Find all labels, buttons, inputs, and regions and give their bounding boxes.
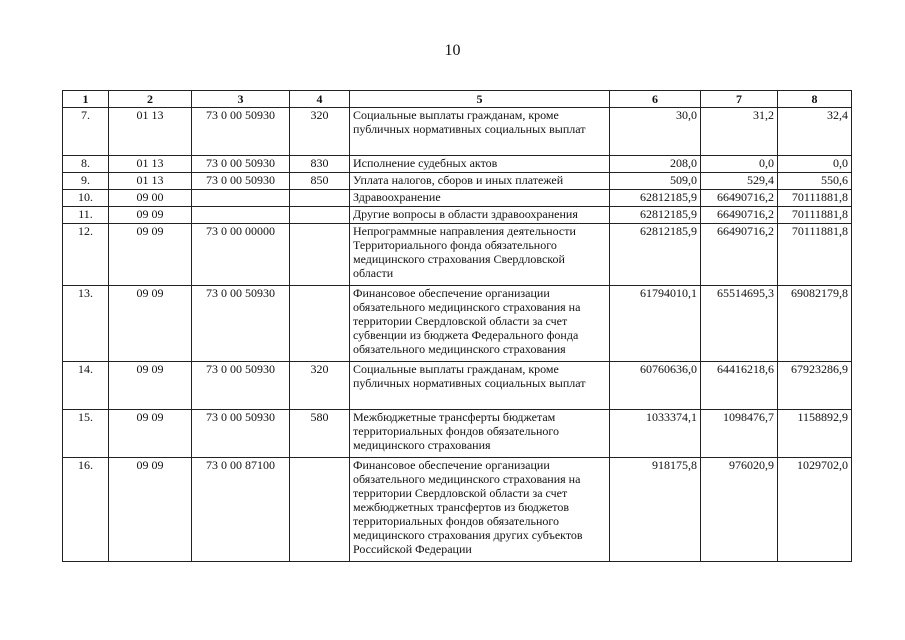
amount-col8: 0,0 — [778, 156, 852, 173]
amount-col6: 30,0 — [610, 108, 701, 156]
article-code: 73 0 00 50930 — [192, 156, 290, 173]
article-code: 73 0 00 87100 — [192, 458, 290, 562]
amount-col7: 65514695,3 — [701, 286, 778, 362]
item-name: Финансовое обеспечение организации обязательного медицинского страхования на территории Свердловской области за счет межбюджетных трансфертов из бюджетов территориальных фондов обязательного медицинского страхования других субъектов Российской Федерации — [350, 458, 610, 562]
item-name: Социальные выплаты гражданам, кроме публичных нормативных социальных выплат — [350, 362, 610, 410]
table-row — [63, 286, 852, 362]
amount-col7: 31,2 — [701, 108, 778, 156]
table-row — [63, 190, 852, 207]
article-code: 73 0 00 50930 — [192, 362, 290, 410]
amount-col8: 1158892,9 — [778, 410, 852, 458]
table-row — [63, 156, 852, 173]
section-code: 09 09 — [109, 362, 192, 410]
header-cell: 6 — [610, 91, 701, 108]
header-cell: 3 — [192, 91, 290, 108]
amount-col7: 0,0 — [701, 156, 778, 173]
section-code: 01 13 — [109, 156, 192, 173]
amount-col6: 1033374,1 — [610, 410, 701, 458]
article-code: 73 0 00 50930 — [192, 108, 290, 156]
amount-col6: 509,0 — [610, 173, 701, 190]
amount-col8: 67923286,9 — [778, 362, 852, 410]
item-name: Межбюджетные трансферты бюджетам территориальных фондов обязательного медицинского страхования — [350, 410, 610, 458]
budget-table — [62, 90, 852, 562]
section-code: 09 09 — [109, 207, 192, 224]
item-name: Социальные выплаты гражданам, кроме публичных нормативных социальных выплат — [350, 108, 610, 156]
item-name: Непрограммные направления деятельности Территориального фонда обязательного медицинского страхования Свердловской области — [350, 224, 610, 286]
header-cell: 7 — [701, 91, 778, 108]
row-number: 10. — [63, 190, 109, 207]
amount-col8: 550,6 — [778, 173, 852, 190]
amount-col7: 64416218,6 — [701, 362, 778, 410]
amount-col8: 70111881,8 — [778, 190, 852, 207]
expense-type-code: 850 — [290, 173, 350, 190]
amount-col7: 529,4 — [701, 173, 778, 190]
section-code: 09 09 — [109, 458, 192, 562]
section-code: 09 09 — [109, 286, 192, 362]
table-row — [63, 207, 852, 224]
amount-col7: 66490716,2 — [701, 224, 778, 286]
row-number: 13. — [63, 286, 109, 362]
expense-type-code — [290, 207, 350, 224]
amount-col6: 62812185,9 — [610, 190, 701, 207]
table-row — [63, 224, 852, 286]
expense-type-code: 320 — [290, 108, 350, 156]
article-code: 73 0 00 50930 — [192, 173, 290, 190]
amount-col8: 69082179,8 — [778, 286, 852, 362]
item-name: Уплата налогов, сборов и иных платежей — [350, 173, 610, 190]
article-code — [192, 207, 290, 224]
amount-col7: 66490716,2 — [701, 190, 778, 207]
section-code: 01 13 — [109, 108, 192, 156]
header-cell: 2 — [109, 91, 192, 108]
amount-col6: 60760636,0 — [610, 362, 701, 410]
amount-col6: 62812185,9 — [610, 207, 701, 224]
amount-col6: 61794010,1 — [610, 286, 701, 362]
table-row — [63, 362, 852, 410]
item-name: Исполнение судебных актов — [350, 156, 610, 173]
row-number: 15. — [63, 410, 109, 458]
header-cell: 5 — [350, 91, 610, 108]
item-name: Другие вопросы в области здравоохранения — [350, 207, 610, 224]
amount-col8: 32,4 — [778, 108, 852, 156]
page-number: 10 — [444, 42, 461, 59]
article-code: 73 0 00 50930 — [192, 410, 290, 458]
expense-type-code — [290, 190, 350, 207]
row-number: 8. — [63, 156, 109, 173]
expense-type-code: 830 — [290, 156, 350, 173]
item-name: Здравоохранение — [350, 190, 610, 207]
expense-type-code — [290, 286, 350, 362]
section-code: 01 13 — [109, 173, 192, 190]
article-code: 73 0 00 50930 — [192, 286, 290, 362]
item-name: Финансовое обеспечение организации обязательного медицинского страхования на территории Свердловской области за счет субвенции из бюджета Федерального фонда обязательного медицинского страхования — [350, 286, 610, 362]
row-number: 12. — [63, 224, 109, 286]
table-row — [63, 458, 852, 562]
row-number: 9. — [63, 173, 109, 190]
amount-col8: 70111881,8 — [778, 224, 852, 286]
amount-col7: 1098476,7 — [701, 410, 778, 458]
amount-col6: 208,0 — [610, 156, 701, 173]
expense-type-code: 580 — [290, 410, 350, 458]
expense-type-code: 320 — [290, 362, 350, 410]
section-code: 09 09 — [109, 410, 192, 458]
table-row — [63, 410, 852, 458]
amount-col7: 66490716,2 — [701, 207, 778, 224]
expense-type-code — [290, 224, 350, 286]
header-row — [63, 91, 852, 108]
header-cell: 4 — [290, 91, 350, 108]
row-number: 16. — [63, 458, 109, 562]
amount-col8: 70111881,8 — [778, 207, 852, 224]
amount-col6: 918175,8 — [610, 458, 701, 562]
header-cell: 8 — [778, 91, 852, 108]
article-code — [192, 190, 290, 207]
row-number: 11. — [63, 207, 109, 224]
section-code: 09 00 — [109, 190, 192, 207]
table-row — [63, 173, 852, 190]
expense-type-code — [290, 458, 350, 562]
amount-col7: 976020,9 — [701, 458, 778, 562]
amount-col8: 1029702,0 — [778, 458, 852, 562]
section-code: 09 09 — [109, 224, 192, 286]
amount-col6: 62812185,9 — [610, 224, 701, 286]
row-number: 14. — [63, 362, 109, 410]
row-number: 7. — [63, 108, 109, 156]
article-code: 73 0 00 00000 — [192, 224, 290, 286]
table-row — [63, 108, 852, 156]
header-cell: 1 — [63, 91, 109, 108]
